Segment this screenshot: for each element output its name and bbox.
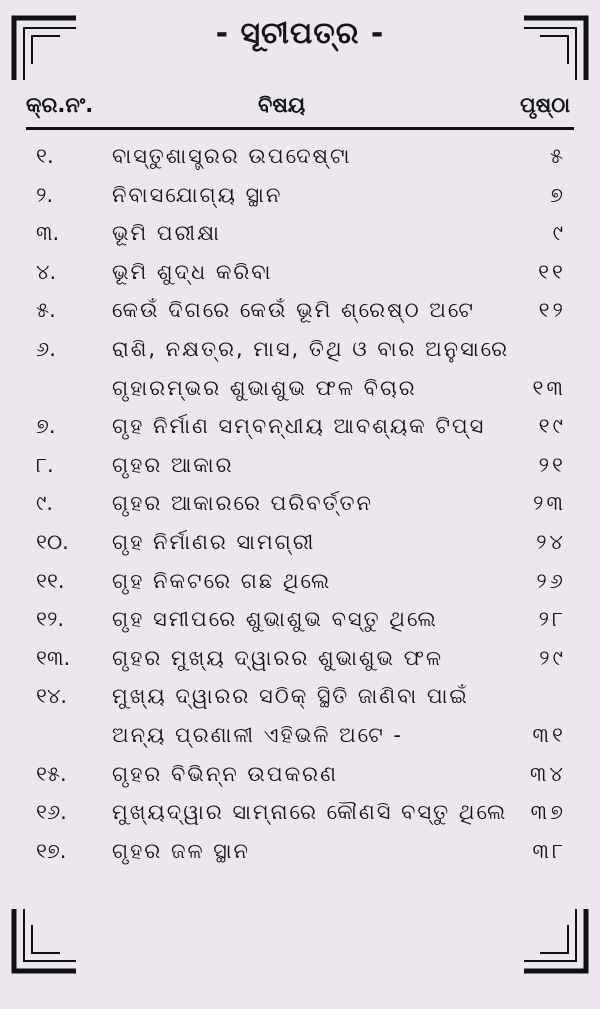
item-page: ୨୧ (538, 452, 566, 477)
item-title: ଗୃହ ନିକଟରେ ଗଛ ଥିଲେ (112, 568, 332, 593)
item-page: ୩୪ (530, 761, 566, 786)
item-number: ୧. (36, 144, 54, 168)
item-number: ୭. (36, 414, 56, 439)
item-number: ୧୨. (36, 607, 65, 632)
list-item (26, 292, 574, 331)
item-page: ୧୩ (532, 375, 566, 400)
item-number: ୪. (36, 259, 57, 284)
header-serial: କ୍ର.ନଂ. (26, 93, 94, 117)
item-title: ଗୃହ ନିର୍ମାଣର ସାମଗ୍ରୀ (112, 529, 316, 554)
list-item (26, 254, 574, 293)
corner-ornament-bottom-right (520, 905, 590, 975)
list-item (26, 794, 574, 833)
item-page: ୧୧ (538, 259, 566, 284)
list-item (26, 756, 574, 795)
item-page: ୨୪ (536, 529, 566, 554)
list-item (26, 215, 574, 254)
item-page: ୫ (549, 144, 566, 168)
item-page: ୩୧ (532, 722, 566, 747)
corner-ornament-bottom-left (10, 905, 80, 975)
item-title: ଗୃହର ଜଳ ସ୍ଥାନ (112, 838, 250, 863)
list-item (26, 485, 574, 524)
page-title: - ସୂଚୀପତ୍ର - (215, 16, 385, 51)
list-item (26, 331, 574, 370)
item-title: ଭୂମି ପରୀକ୍ଷା (112, 221, 221, 246)
item-number: ୨. (36, 182, 54, 207)
item-page: ୧୯ (538, 414, 566, 439)
header-divider (26, 127, 574, 130)
item-title: ରାଶି, ନକ୍ଷତ୍ର, ମାସ, ତିଥି ଓ ବାର ଅନୁସାରେ (112, 336, 510, 361)
item-title: ମୁଖ୍ୟଦ୍ୱାର ସାମ୍ନାରେ କୌଣସି ବସ୍ତୁ ଥିଲେ (112, 800, 508, 825)
list-item (26, 524, 574, 563)
list-item (26, 601, 574, 640)
header-page: ପୃଷ୍ଠା (519, 93, 570, 117)
item-number: ୧୬. (36, 800, 67, 825)
item-number: ୧୧. (36, 568, 65, 593)
item-title: ଅନ୍ୟ ପ୍ରଣାଳୀ ଏହିଭଳି ଅଟେ - (112, 722, 404, 747)
list-item (26, 563, 574, 602)
list-item (26, 408, 574, 447)
item-title: କେଉଁ ଦିଗରେ କେଉଁ ଭୂମି ଶ୍ରେଷ୍ଠ ଅଟେ (112, 298, 475, 323)
list-item (26, 138, 574, 177)
item-page: ୭ (550, 182, 566, 207)
item-number: ୧୪. (36, 684, 68, 709)
item-number: ୬. (36, 336, 56, 361)
item-title: ନିବାସଯୋଗ୍ୟ ସ୍ଥାନ (112, 182, 283, 207)
item-page: ୨୬ (536, 568, 566, 593)
item-page: ୯ (552, 221, 566, 246)
item-title: ଗୃହ ସମୀପରେ ଶୁଭାଶୁଭ ବସ୍ତୁ ଥିଲେ (112, 607, 438, 632)
list-item (26, 717, 574, 756)
item-page: ୧୨ (538, 298, 566, 323)
item-title: ଗୃହ ନିର୍ମାଣ ସମ୍ବନ୍ଧୀୟ ଆବଶ୍ୟକ ଟିପ୍‌ସ (112, 414, 486, 439)
item-title: ଗୃହର ମୁଖ୍ୟ ଦ୍ୱାରର ଶୁଭାଶୁଭ ଫଳ (112, 645, 444, 670)
item-page: ୨୩ (533, 491, 566, 516)
item-title: ଗୃହାରମ୍ଭର ଶୁଭାଶୁଭ ଫଳ ବିଚାର (112, 375, 417, 400)
item-number: ୯. (36, 491, 54, 516)
item-title: ଗୃହର ବିଭିନ୍ନ ଉପକରଣ (112, 761, 338, 786)
item-number: ୩. (36, 221, 60, 246)
item-page: ୩୮ (532, 838, 566, 863)
list-item (26, 447, 574, 486)
item-title: ଗୃହର ଆକାର (112, 452, 234, 477)
item-title: ବାସ୍ତୁଶାସ୍ତ୍ରର ଉପଦେଷ୍ଟା (112, 144, 352, 168)
item-title: ମୁଖ୍ୟ ଦ୍ୱାରର ସଠିକ୍ ସ୍ଥିତି ଜାଣିବା ପାଇଁ (112, 684, 469, 709)
item-number: ୫. (36, 298, 56, 323)
list-item (26, 370, 574, 409)
item-page: ୨୮ (538, 607, 566, 632)
contents-list (26, 138, 574, 871)
item-number: ୮. (36, 452, 54, 477)
item-page: ୩୭ (530, 800, 566, 825)
item-number: ୧୭. (36, 838, 67, 863)
list-item (26, 833, 574, 872)
item-title: ଭୂମି ଶୁଦ୍ଧ କରିବା (112, 259, 273, 284)
list-item (26, 678, 574, 717)
item-number: ୧୫. (36, 761, 67, 786)
item-number: ୧୩. (36, 645, 71, 670)
item-page: ୨୯ (539, 645, 566, 670)
header-subject: ବିଷୟ (258, 93, 306, 117)
list-item (26, 177, 574, 216)
list-item (26, 640, 574, 679)
item-number: ୧୦. (36, 529, 69, 554)
item-title: ଗୃହର ଆକାରରେ ପରିବର୍ତ୍ତନ (112, 491, 373, 516)
